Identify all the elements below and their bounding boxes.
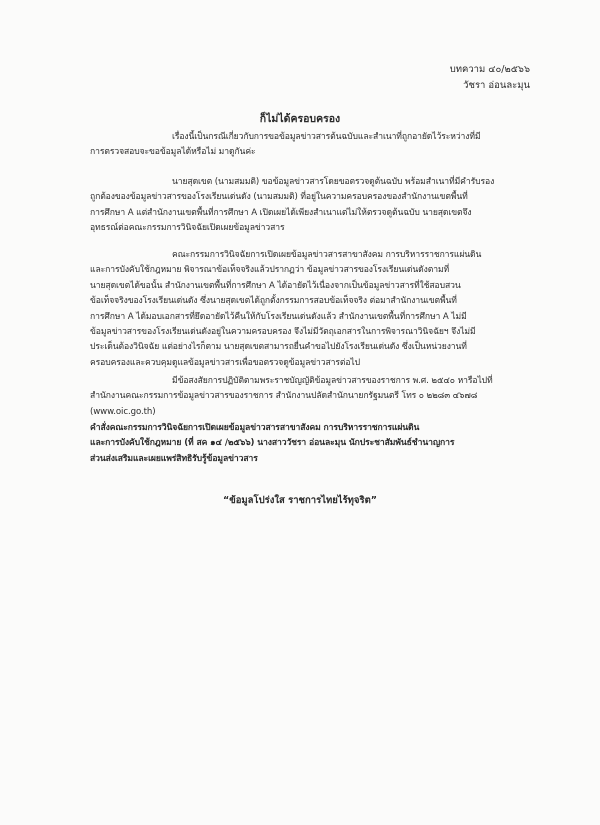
paragraph-reference: [90, 421, 515, 467]
text-line: เรื่องนี้เป็นกรณีเกี่ยวกับการขอข้อมูลข่าวสารต้นฉบับและสำเนาที่ถูกอายัดไว้ระหว่างที่มี: [172, 132, 481, 142]
text-line: การศึกษา A แต่สำนักงานเขตพื้นที่การศึกษา A เปิดเผยได้เพียงสำเนาแต่ไม่ให้ตรวจดูต้นฉบับ นายสุดเขตจึง: [90, 207, 472, 218]
text-line: มีข้อสงสัยการปฏิบัติตามพระราชบัญญัติข้อมูลข่าวสารของราชการ พ.ศ. ๒๕๔๐ หารือไปที่: [172, 376, 493, 386]
article-number: บทความ ๔๐/๒๕๖๖: [449, 64, 530, 75]
text-line: ครอบครองและควบคุมดูแลข้อมูลข่าวสารเพื่อขอตรวจดูข้อมูลข่าวสารต่อไป: [90, 357, 360, 368]
text-line: ข้อเท็จจริงของโรงเรียนเด่นดัง ซึ่งนายสุดเขตได้ถูกตั้งกรรมการสอบข้อเท็จจริง ต่อมาสำนักงานเขตพื้นที่: [90, 296, 457, 307]
article-author: วัชรา อ่อนละมุน: [463, 80, 530, 91]
paragraph-contact: [90, 374, 515, 420]
article-title: ก็ไม่ได้ครอบครอง: [259, 113, 341, 125]
text-line: ถูกต้องของข้อมูลข่าวสารของโรงเรียนเด่นดัง (นามสมมติ) ที่อยู่ในความครอบครองของสำนักงานเขตพื้นที่: [90, 192, 468, 203]
text-line: ประเด็นต้องวินิจฉัย แต่อย่างไรก็ตาม นายสุดเขตสามารถยื่นคำขอไปยังโรงเรียนเด่นดัง ซึ่งเป็นหน่วยงานที่: [90, 342, 467, 353]
text-line: การตรวจสอบจะขอข้อมูลได้หรือไม่ มาดูกันค่ะ: [90, 147, 256, 158]
text-line: และการบังคับใช้กฎหมาย พิจารณาข้อเท็จจริงแล้วปรากฏว่า ข้อมูลข่าวสารของโรงเรียนเด่นดังตามที่: [90, 265, 450, 276]
text-line: การศึกษา A ได้มอบเอกสารที่ยึดอายัดไว้คืนให้กับโรงเรียนเด่นดังแล้ว สำนักงานเขตพื้นที่การศึกษา A ไม่มี: [90, 311, 467, 322]
text-line: อุทธรณ์ต่อคณะกรรมการวินิจฉัยเปิดเผยข้อมูลข่าวสาร: [90, 223, 285, 234]
paragraph-request: [90, 175, 515, 237]
text-line: และการบังคับใช้กฎหมาย (ที่ สค ๑๔ /๒๕๖๖) นางสาววัชรา อ่อนละมุน นักประชาสัมพันธ์ชำนาญการ: [90, 438, 455, 449]
text-line: ข้อมูลข่าวสารของโรงเรียนเด่นดังอยู่ในความครอบครอง จึงไม่มีวัตถุเอกสารในการพิจารณาวินิจฉัยฯ จึงไม่มี: [90, 327, 476, 338]
paragraph-committee: [90, 248, 515, 371]
text-line: ส่วนส่งเสริมและเผยแพร่สิทธิรับรู้ข้อมูลข่าวสาร: [90, 453, 258, 464]
text-line: คณะกรรมการวินิจฉัยการเปิดเผยข้อมูลข่าวสารสาขาสังคม การบริหารราชการแผ่นดิน: [172, 250, 482, 260]
text-line: นายสุดเขตได้ขอนั้น สำนักงานเขตพื้นที่การศึกษา A ได้อายัดไว้เนื่องจากเป็นข้อมูลข่าวสารที่ใช้สอบสวน: [90, 280, 461, 291]
article-header: [450, 62, 530, 94]
text-line: นายสุดเขต (นามสมมติ) ขอข้อมูลข่าวสารโดยขอตรวจดูต้นฉบับ พร้อมสำเนาที่มีคำรับรอง: [172, 177, 495, 187]
text-line: (www.oic.go.th): [90, 406, 156, 417]
paragraph-intro: [90, 130, 515, 161]
text-line: คำสั่งคณะกรรมการวินิจฉัยการเปิดเผยข้อมูลข่าวสารสาขาสังคม การบริหารราชการแผ่นดิน: [90, 423, 420, 433]
text-line: สำนักงานคณะกรรมการข้อมูลข่าวสารของราชการ สำนักงานปลัดสำนักนายกรัฐมนตรี โทร ๐ ๒๒๘๓ ๔๖๗๘: [90, 391, 478, 402]
slogan: “ข้อมูลโปร่งใส ราชการไทยไร้ทุจริต”: [222, 495, 378, 506]
